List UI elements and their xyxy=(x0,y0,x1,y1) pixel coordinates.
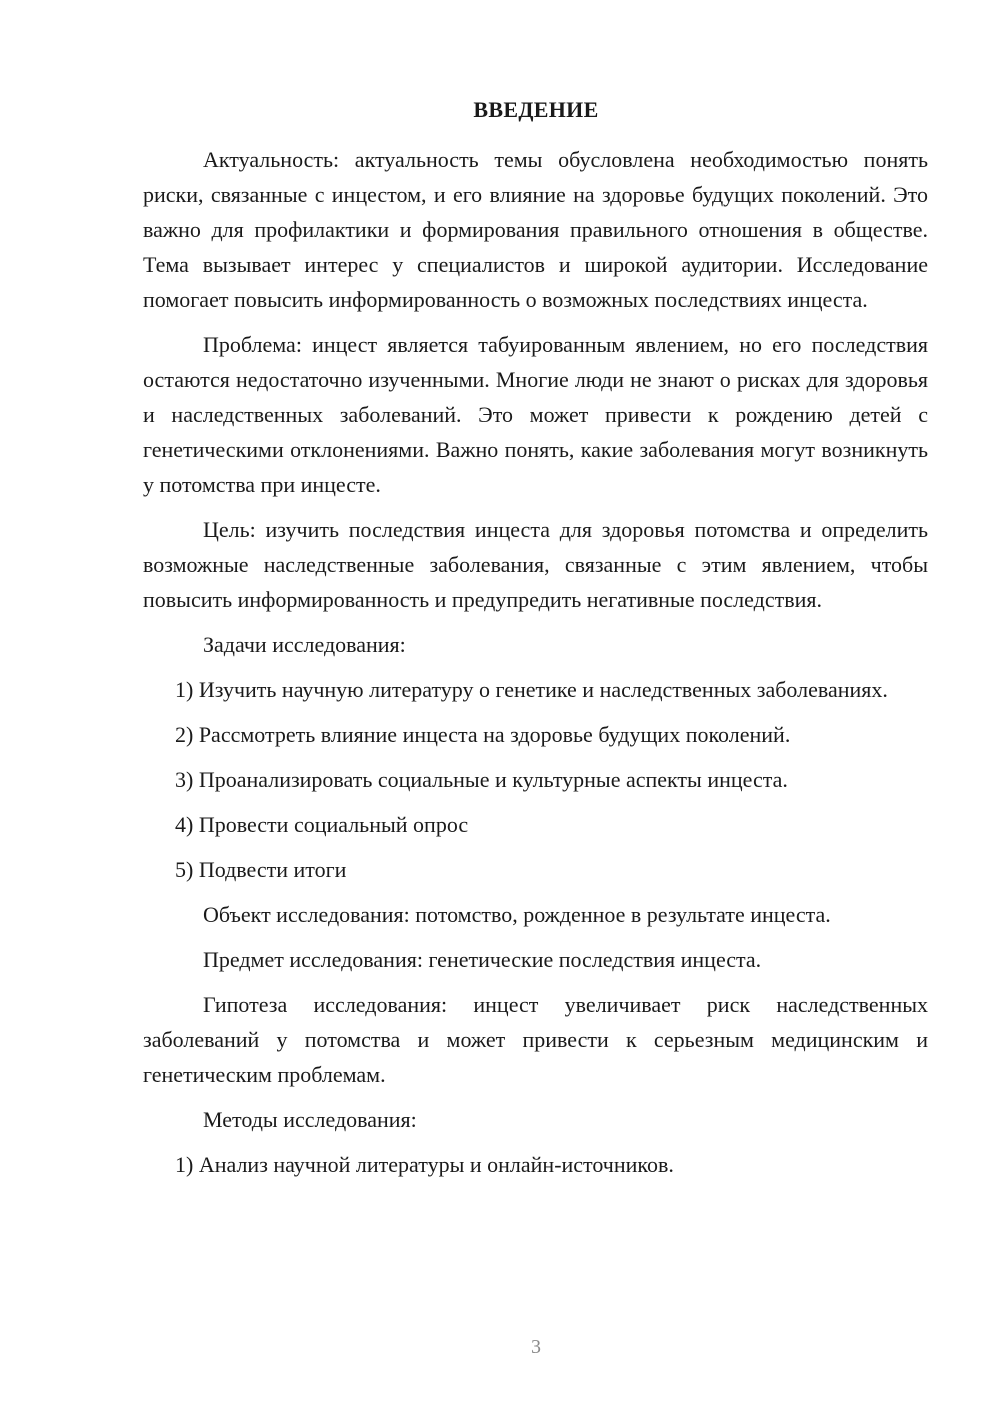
methods-heading: Методы исследования: xyxy=(203,1107,417,1132)
task-item-3: 3) Проанализировать социальные и культурные аспекты инцеста. xyxy=(175,767,788,792)
tasks-heading: Задачи исследования: xyxy=(203,632,406,657)
task-item-1: 1) Изучить научную литературу о генетике и наследственных заболеваниях. xyxy=(175,677,888,702)
paragraph-subject: Предмет исследования: генетические последствия инцеста. xyxy=(203,947,762,972)
paragraph-object: Объект исследования: потомство, рожденное в результате инцеста. xyxy=(203,902,831,927)
task-item-4: 4) Провести социальный опрос xyxy=(175,812,469,837)
document-body xyxy=(143,142,928,1192)
method-item-1: 1) Анализ научной литературы и онлайн-источников. xyxy=(175,1152,674,1177)
page-number: 3 xyxy=(531,1336,541,1358)
page-title: ВВЕДЕНИЕ xyxy=(473,97,599,122)
task-item-2: 2) Рассмотреть влияние инцеста на здоровье будущих поколений. xyxy=(175,722,791,747)
task-item-5: 5) Подвести итоги xyxy=(175,857,347,882)
paragraph-problem: Проблема: инцест является табуированным явлением, но его последствия остаются недостаточно изученными. Многие люди не знают о рисках для здоровья и наследственных заболеваний. Это может привести к рождению детей с генетическими отклонениями. Важно понять, какие заболевания могут возникнуть у потомства при инцесте. xyxy=(143,332,928,497)
paragraph-goal: Цель: изучить последствия инцеста для здоровья потомства и определить возможные наследственные заболевания, связанные с этим явлением, чтобы повысить информированность и предупредить негативные последствия. xyxy=(143,517,928,612)
paragraph-relevance: Актуальность: актуальность темы обусловлена необходимостью понять риски, связанные с инцестом, и его влияние на здоровье будущих поколений. Это важно для профилактики и формирования правильного отношения в обществе. Тема вызывает интерес у специалистов и широкой аудитории. Исследование помогает повысить информированность о возможных последствиях инцеста. xyxy=(143,147,928,312)
paragraph-hypothesis: Гипотеза исследования: инцест увеличивает риск наследственных заболеваний у потомства и может привести к серьезным медицинским и генетическим проблемам. xyxy=(143,992,928,1087)
